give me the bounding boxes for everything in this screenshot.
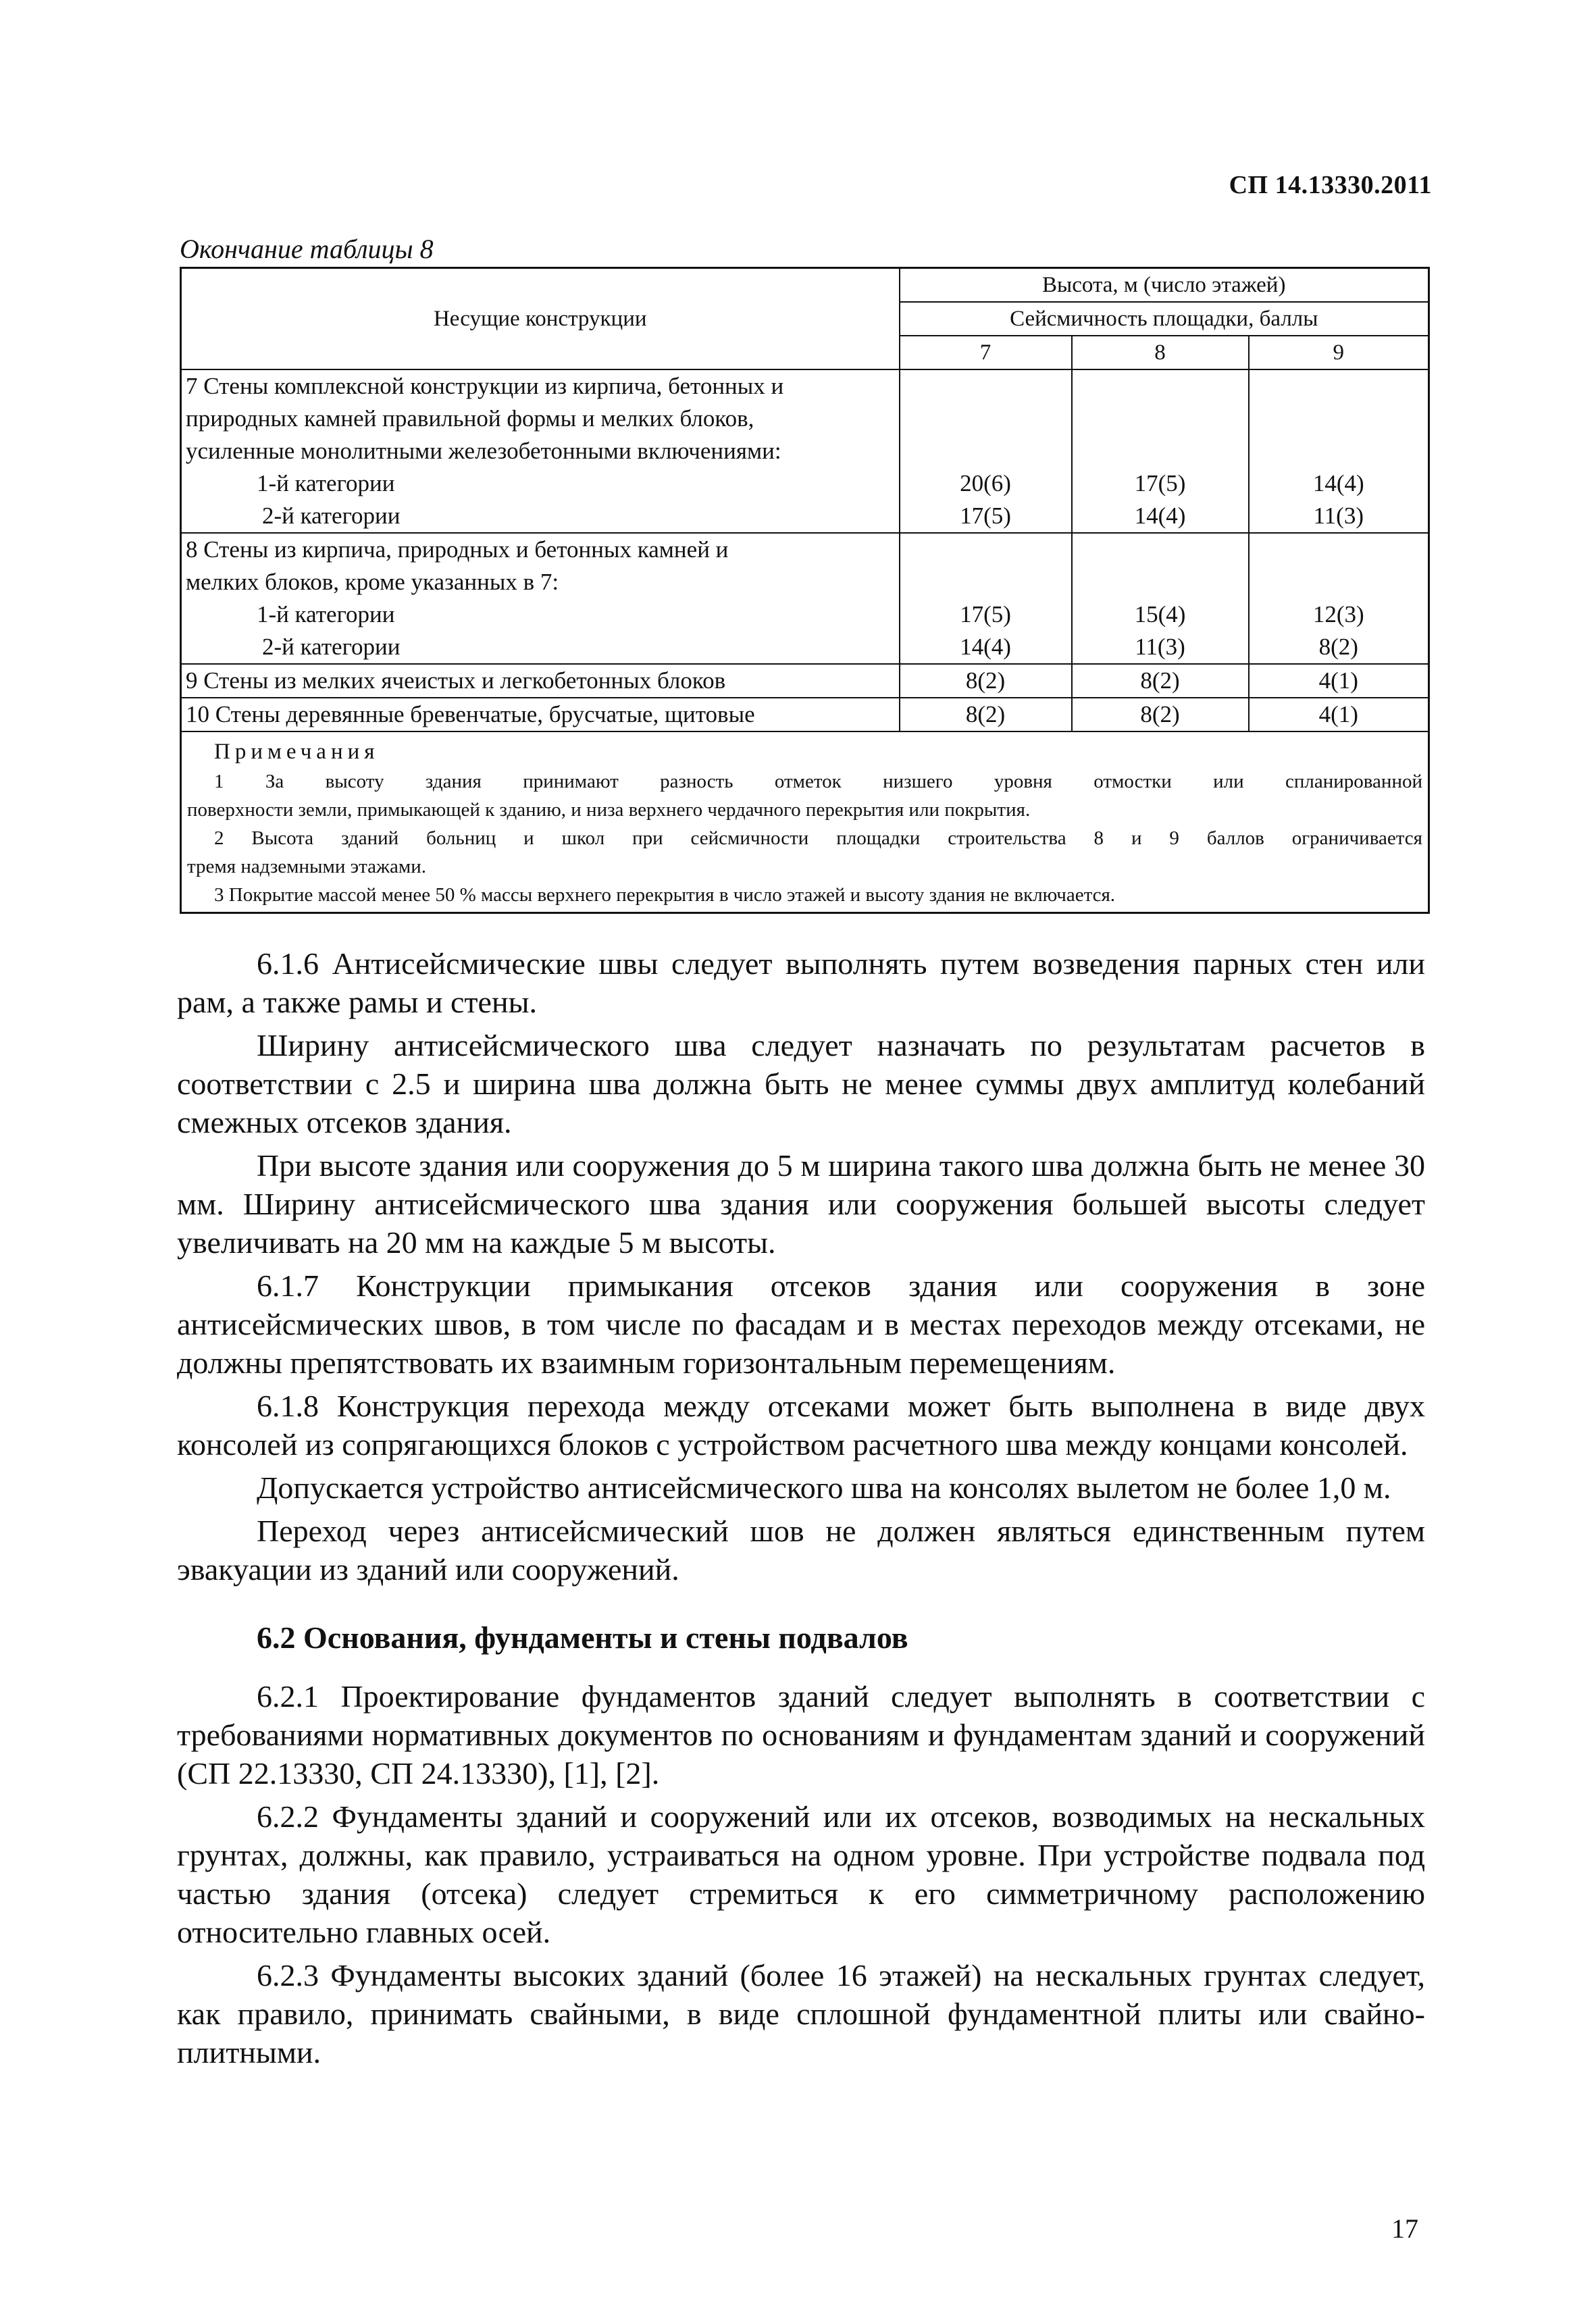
- table-caption: Окончание таблицы 8: [180, 234, 434, 264]
- header-load-bearing: Несущие конструкции: [181, 268, 900, 370]
- cell-value: 4(1): [1249, 698, 1429, 731]
- cell-value: 14(4) 11(3): [1249, 369, 1429, 533]
- table-row: [181, 533, 1429, 664]
- row-label: 9 Стены из мелких ячеистых и легкобетонных блоков: [181, 664, 900, 698]
- row-label: 10 Стены деревянные бревенчатые, брусчатые, щитовые: [181, 698, 900, 731]
- paragraph-6-1-6: 6.1.6 Антисейсмические швы следует выполнять путем возведения парных стен или рам, а также рамы и стены.: [177, 946, 1425, 1019]
- cell-value: 17(5) 14(4): [1072, 369, 1249, 533]
- table-row: [181, 369, 1429, 533]
- header-height: Высота, м (число этажей): [900, 268, 1429, 303]
- cell-value: 17(5) 14(4): [900, 533, 1072, 664]
- note-3: 3 Покрытие массой менее 50 % массы верхнего перекрытия в число этажей и высоту здания не включается.: [214, 884, 1116, 906]
- cell-value: 15(4) 11(3): [1072, 533, 1249, 664]
- page-number: 17: [1391, 2213, 1418, 2244]
- notes-title: Примечания: [214, 740, 380, 764]
- table-notes: [181, 731, 1429, 913]
- paragraph-6-2-1: 6.2.1 Проектирование фундаментов зданий следует выполнять в соответствии с требованиями нормативных документов по основаниям и фундаментам зданий и сооружений (СП 22.13330, СП 24.13330), [1], [2].: [177, 1679, 1425, 1791]
- cell-value: 20(6) 17(5): [900, 369, 1072, 533]
- body-text: [177, 944, 1425, 2072]
- table-row: [181, 664, 1429, 698]
- cell-value: 8(2): [1072, 664, 1249, 698]
- paragraph: Допускается устройство антисейсмического шва на консолях вылетом не более 1,0 м.: [257, 1470, 1391, 1505]
- document-code: СП 14.13330.2011: [1229, 171, 1432, 199]
- cell-value: 8(2): [900, 698, 1072, 731]
- cell-value: 12(3) 8(2): [1249, 533, 1429, 664]
- seismic-height-table: [180, 267, 1430, 914]
- paragraph-6-1-8: 6.1.8 Конструкция перехода между отсеками может быть выполнена в виде двух консолей из сопрягающихся блоков с устройством расчетного шва между концами консолей.: [177, 1389, 1425, 1462]
- note-2: 2 Высота зданий больниц и школ при сейсмичности площадки строительства 8 и 9 баллов ограничивается тремя надземными этажами.: [187, 827, 1422, 877]
- header-point-7: 7: [900, 336, 1072, 369]
- cell-value: 4(1): [1249, 664, 1429, 698]
- paragraph-6-2-2: 6.2.2 Фундаменты зданий и сооружений или их отсеков, возводимых на нескальных грунтах, должны, как правило, устраиваться на одном уровне. При устройстве подвала под частью здания (отсека) следует стремиться к его симметричному расположению относительно главных осей.: [177, 1799, 1425, 1949]
- header-point-9: 9: [1249, 336, 1429, 369]
- row-label: 7 Стены комплексной конструкции из кирпича, бетонных и природных камней правильной формы и мелких блоков, усиленные монолитными железобетонными включениями: 1-й категории 2-й категории: [181, 369, 900, 533]
- table-row: [181, 698, 1429, 731]
- notes-row: [181, 731, 1429, 913]
- paragraph: Ширину антисейсмического шва следует назначать по результатам расчетов в соответствии с 2.5 и ширина шва должна быть не менее суммы двух амплитуд колебаний смежных отсеков здания.: [177, 1028, 1425, 1139]
- paragraph: Переход через антисейсмический шов не должен являться единственным путем эвакуации из зданий или сооружений.: [177, 1514, 1425, 1587]
- header-seismicity: Сейсмичность площадки, баллы: [900, 302, 1429, 336]
- cell-value: 8(2): [1072, 698, 1249, 731]
- paragraph-6-2-3: 6.2.3 Фундаменты высоких зданий (более 16 этажей) на нескальных грунтах следует, как правило, принимать свайными, в виде сплошной фундаментной плиты или свайно-плитными.: [177, 1958, 1425, 2069]
- paragraph-6-1-7: 6.1.7 Конструкции примыкания отсеков здания или сооружения в зоне антисейсмических швов, в том числе по фасадам и в местах переходов между отсеками, не должны препятствовать их взаимным горизонтальным перемещениям.: [177, 1268, 1425, 1380]
- table-8: [180, 267, 1428, 914]
- note-1: 1 За высоту здания принимают разность отметок низшего уровня отмостки или спланированной поверхности земли, примыкающей к зданию, и низа верхнего чердачного перекрытия или покрытия.: [187, 771, 1422, 821]
- cell-value: 8(2): [900, 664, 1072, 698]
- header-point-8: 8: [1072, 336, 1249, 369]
- section-heading-6-2: 6.2 Основания, фундаменты и стены подвалов: [257, 1620, 908, 1655]
- paragraph: При высоте здания или сооружения до 5 м ширина такого шва должна быть не менее 30 мм. Ширину антисейсмического шва здания или сооружения большей высоты следует увеличивать на 20 мм на каждые 5 м высоты.: [177, 1148, 1425, 1260]
- row-label: 8 Стены из кирпича, природных и бетонных камней и мелких блоков, кроме указанных в 7: 1-й категории 2-й категории: [181, 533, 900, 664]
